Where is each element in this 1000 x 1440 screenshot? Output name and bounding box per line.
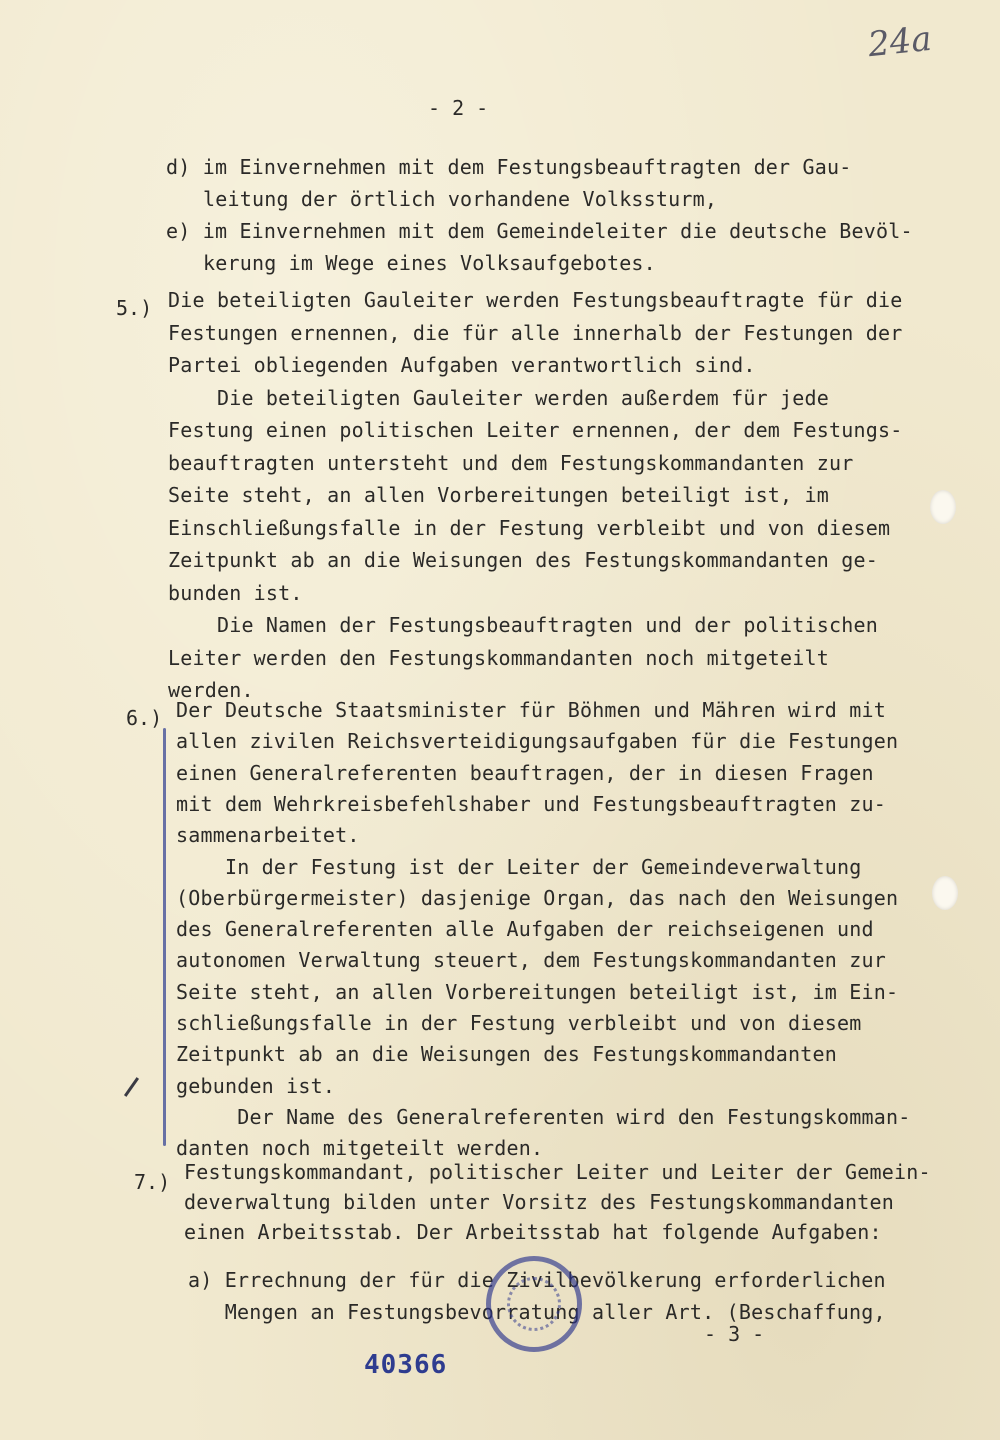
section-6-line: einen Generalreferenten beauftragen, der in diesen Fragen xyxy=(176,761,874,785)
section-5-line: Die Namen der Festungsbeauftragten und der politischen xyxy=(168,613,878,637)
section-5-line: Festung einen politischen Leiter ernennen, der dem Festungs- xyxy=(168,418,903,442)
next-page-marker: - 3 - xyxy=(704,1322,765,1346)
section-6-line: mit dem Wehrkreisbefehlshaber und Festungsbeauftragten zu- xyxy=(176,792,886,816)
section-6-number: 6.) xyxy=(126,706,163,730)
section-7-line: einen Arbeitsstab. Der Arbeitsstab hat folgende Aufgaben: xyxy=(184,1220,882,1244)
archive-number: 40366 xyxy=(364,1350,448,1380)
item-a-line-1: a) Errechnung der für die Zivilbevölkerung erforderlichen xyxy=(188,1268,886,1292)
section-6-line: danten noch mitgeteilt werden. xyxy=(176,1136,544,1160)
section-5-line: Die beteiligten Gauleiter werden außerdem für jede xyxy=(168,386,830,410)
punch-hole-bottom xyxy=(932,876,958,910)
margin-tick-mark xyxy=(124,1077,139,1097)
item-a-line-2: Mengen an Festungsbevorratung aller Art. (Beschaffung, xyxy=(188,1300,886,1324)
section-6-line: des Generalreferenten alle Aufgaben der reichseigenen und xyxy=(176,917,874,941)
section-5-line: Festungen ernennen, die für alle innerhalb der Festungen der xyxy=(168,321,903,345)
section-6-line: Seite steht, an allen Vorbereitungen beteiligt ist, im Ein- xyxy=(176,980,899,1004)
section-6-line: sammenarbeitet. xyxy=(176,823,360,847)
page-number: - 2 - xyxy=(428,96,489,120)
section-7-line: deverwaltung bilden unter Vorsitz des Festungskommandanten xyxy=(184,1190,894,1214)
section-5-line: beauftragten untersteht und dem Festungskommandanten zur xyxy=(168,451,854,475)
item-e-line-2: kerung im Wege eines Volksaufgebotes. xyxy=(203,251,656,275)
section-5-line: Partei obliegenden Aufgaben verantwortlich sind. xyxy=(168,353,756,377)
margin-marker-line xyxy=(163,728,166,1146)
section-5-line: Seite steht, an allen Vorbereitungen beteiligt ist, im xyxy=(168,483,830,507)
section-6-line: (Oberbürgermeister) dasjenige Organ, das nach den Weisungen xyxy=(176,886,899,910)
handwritten-page-note: 24a xyxy=(866,18,934,66)
section-6-line: schließungsfalle in der Festung verbleibt und von diesem xyxy=(176,1011,862,1035)
section-7-number: 7.) xyxy=(134,1170,171,1194)
archive-stamp xyxy=(486,1256,582,1352)
section-5-line: Einschließungsfalle in der Festung verbleibt und von diesem xyxy=(168,516,891,540)
item-d-line-2: leitung der örtlich vorhandene Volkssturm, xyxy=(203,187,718,211)
section-6-line: Der Name des Generalreferenten wird den Festungskomman- xyxy=(176,1105,911,1129)
section-6-line: autonomen Verwaltung steuert, dem Festungskommandanten zur xyxy=(176,948,886,972)
section-5-line: Zeitpunkt ab an die Weisungen des Festungskommandanten ge- xyxy=(168,548,878,572)
section-6-line: In der Festung ist der Leiter der Gemeindeverwaltung xyxy=(176,855,862,879)
item-d-line-1: d) im Einvernehmen mit dem Festungsbeauftragten der Gau- xyxy=(166,155,852,179)
item-e-line-1: e) im Einvernehmen mit dem Gemeindeleiter die deutsche Bevöl- xyxy=(166,219,913,243)
section-5-line: Die beteiligten Gauleiter werden Festungsbeauftragte für die xyxy=(168,288,903,312)
section-6-line: gebunden ist. xyxy=(176,1074,336,1098)
section-6-line: allen zivilen Reichsverteidigungsaufgaben für die Festungen xyxy=(176,729,899,753)
section-7-line: Festungskommandant, politischer Leiter und Leiter der Gemein- xyxy=(184,1160,931,1184)
section-6-line: Der Deutsche Staatsminister für Böhmen und Mähren wird mit xyxy=(176,698,886,722)
section-5-line: Leiter werden den Festungskommandanten noch mitgeteilt xyxy=(168,646,830,670)
section-5-line: bunden ist. xyxy=(168,581,303,605)
punch-hole-top xyxy=(930,490,956,524)
section-5-number: 5.) xyxy=(116,296,153,320)
section-6-line: Zeitpunkt ab an die Weisungen des Festungskommandanten xyxy=(176,1042,838,1066)
section-5-line: werden. xyxy=(168,678,254,702)
